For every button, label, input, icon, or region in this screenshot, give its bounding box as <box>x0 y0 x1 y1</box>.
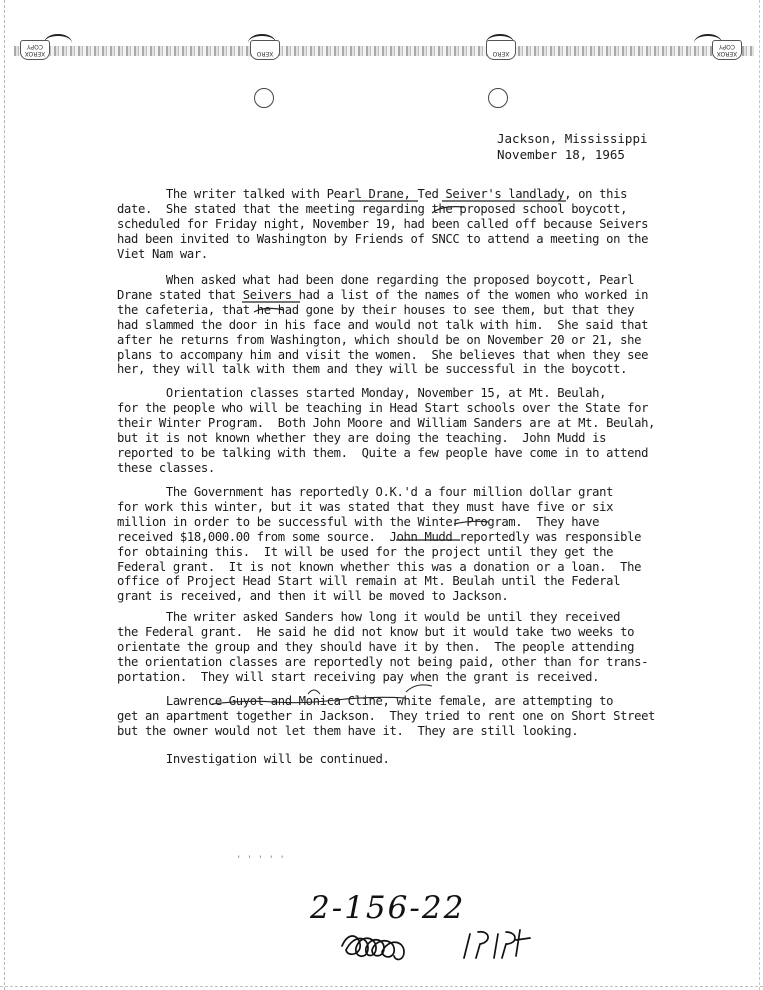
dateline-place: Jackson, Mississippi <box>497 131 648 146</box>
xerox-stamp-left: XEROX COPY <box>20 40 50 60</box>
xerox-stamp-center-left: XERO <box>250 40 280 60</box>
paragraph-6: Lawrence Guyot and Monica Cline, white female, are attempting to get an apartment together in Jackson. They tried to rent one on Short Street but the owner would not let them have it. They are still looking. <box>117 694 656 738</box>
paragraph-1: The writer talked with Pearl Drane, Ted Seiver's landlady, on this date. She stated that the meeting regarding the proposed school boycott, scheduled for Friday night, November 19, had been called off because Seivers had been invited to Washington by Friends of SNCC to attend a meeting on the Viet Nam war. <box>117 187 649 261</box>
handwritten-file-number: 2-156-22 <box>310 890 466 926</box>
paragraph-2: When asked what had been done regarding the proposed boycott, Pearl Drane stated that Seivers had a list of the names of the women who worked in the cafeteria, that he had gone by their houses to see them, but that they had slammed the door in his face and would not talk with him. She said that after he returns from Washington, which should be on November 20 or 21, she plans to accompany him and visit the women. She believes that when they see her, they will talk with them and they will be successful in the boycott. <box>117 273 649 377</box>
scan-marks: ' ' ' ' ' <box>236 855 285 865</box>
paragraph-7: Investigation will be continued. <box>117 752 390 766</box>
handwritten-serial-scribble <box>338 924 534 962</box>
dateline-date: November 18, 1965 <box>497 146 625 162</box>
paragraph-4: The Government has reportedly O.K.'d a four million dollar grant for work this winter, but it was stated that they must have five or six million in order to be successful with the Winter Program. They have received $18,000.00 from some source. John Mudd reportedly was responsible for obtaining this. It will be used for the project until they get the Federal grant. It is not known whether this was a donation or a loan. The office of Project Head Start will remain at Mt. Beulah until the Federal grant is received, and then it will be moved to Jackson. <box>117 485 642 604</box>
paragraph-3: Orientation classes started Monday, November 15, at Mt. Beulah, for the people who will be teaching in Head Start schools over the State for their Winter Program. Both John Moore and William Sanders are at Mt. Beulah, but it is not known whether they are doing the teaching. John Mudd is reported to be talking with them. Quite a few people have come in to attend these classes. <box>117 386 656 475</box>
paragraph-5: The writer asked Sanders how long it would be until they received the Federal grant. He said he did not know but it would take two weeks to orientate the group and they should have it by then. The people attending the orientation classes are reportedly not being paid, other than for trans- portation. They will start receiving pay when the grant is received. <box>117 610 649 684</box>
xerox-stamp-right: XEROX COPY <box>712 40 742 60</box>
xerox-stamp-center-right: XERO <box>486 40 516 60</box>
